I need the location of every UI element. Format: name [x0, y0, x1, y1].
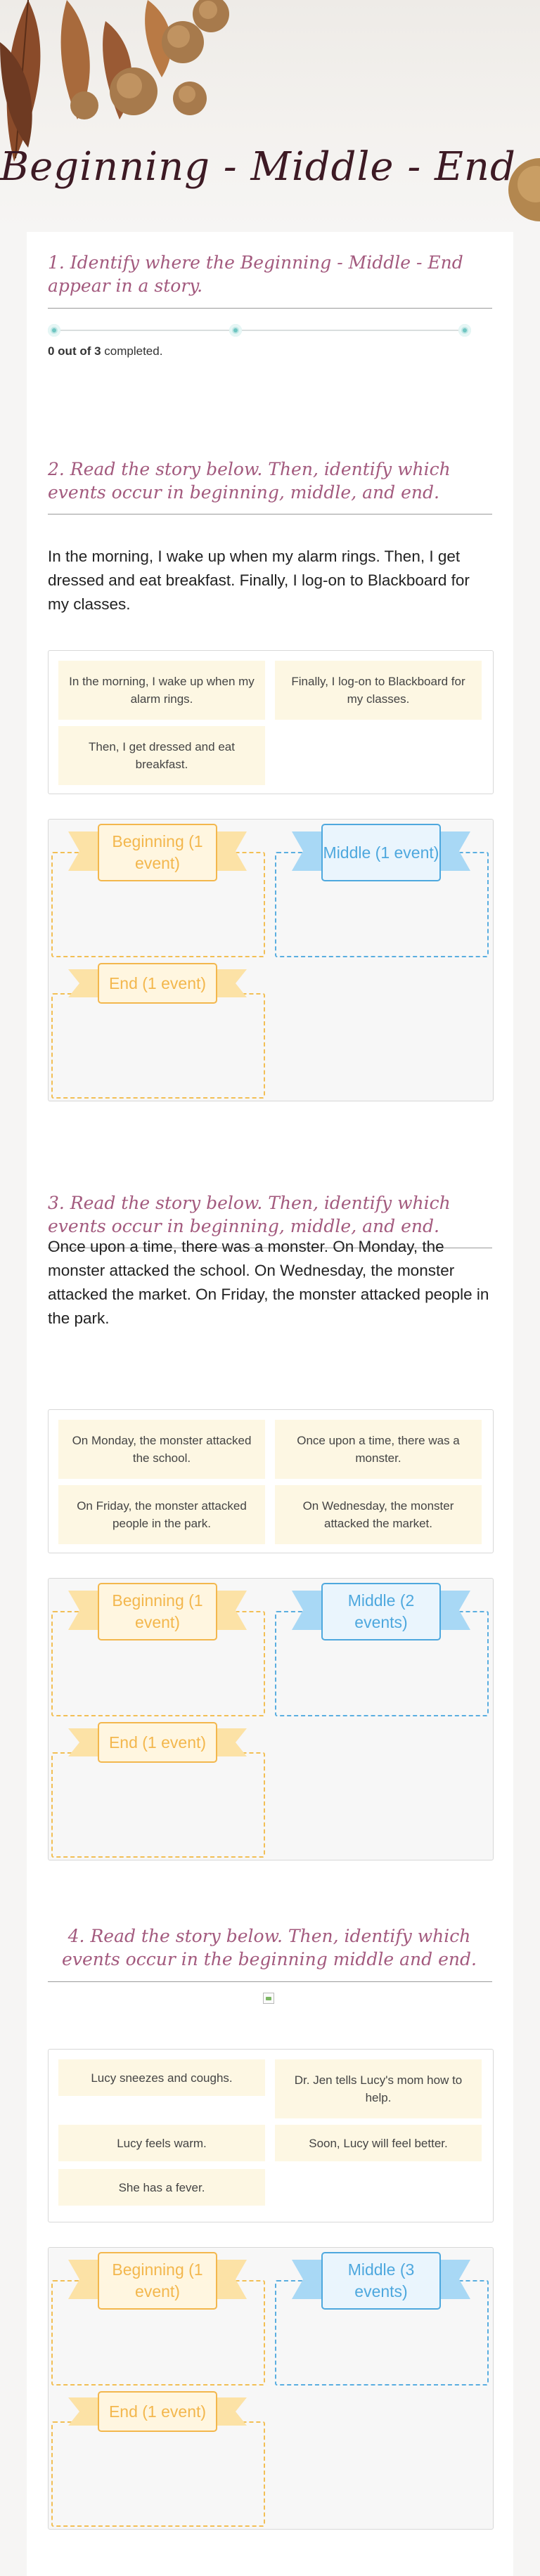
progress-text: [48, 344, 162, 358]
progress-track: [55, 330, 467, 331]
event-card[interactable]: In the morning, I wake up when my alarm rings.: [58, 661, 265, 720]
section-1-divider: [48, 308, 492, 309]
header-banner: [0, 0, 540, 232]
event-card[interactable]: On Monday, the monster attacked the school.: [58, 1420, 265, 1479]
event-card[interactable]: Dr. Jen tells Lucy's mom how to help.: [275, 2059, 482, 2118]
autumn-leaves-decoration: [0, 0, 540, 232]
end-drop-zone[interactable]: [51, 1752, 265, 1858]
beginning-zone-label: Beginning (1 event): [112, 2260, 203, 2300]
event-card[interactable]: She has a fever.: [58, 2169, 265, 2206]
progress-step-2[interactable]: [229, 324, 242, 337]
event-card[interactable]: On Wednesday, the monster attacked the market.: [275, 1485, 482, 1544]
progress-count: 0 out of 3: [48, 344, 101, 358]
question-3-card-pool: [48, 1409, 494, 1553]
broken-image-icon: [263, 1993, 274, 2004]
event-card[interactable]: Once upon a time, there was a monster.: [275, 1420, 482, 1479]
end-zone-label: End (1 event): [108, 973, 207, 992]
event-card[interactable]: Lucy sneezes and coughs.: [58, 2059, 265, 2096]
event-card[interactable]: Then, I get dressed and eat breakfast.: [58, 726, 265, 785]
end-drop-zone[interactable]: [51, 993, 265, 1099]
question-3-drop-area: [48, 1578, 494, 1860]
progress-step-1[interactable]: [48, 324, 60, 337]
event-card[interactable]: Soon, Lucy will feel better.: [275, 2125, 482, 2161]
end-zone-label: End (1 event): [108, 1733, 207, 1752]
event-card[interactable]: Finally, I log-on to Blackboard for my classes.: [275, 661, 482, 720]
middle-ribbon-label: [292, 1582, 470, 1641]
question-2-drop-area: [48, 819, 494, 1101]
question-4-card-pool: [48, 2049, 494, 2222]
end-ribbon-label: [68, 962, 247, 1004]
middle-zone-label: Middle (2 events): [347, 1591, 415, 1631]
middle-ribbon-label: [292, 2251, 470, 2310]
question-4-drop-area: [48, 2247, 494, 2530]
progress-step-3[interactable]: [458, 324, 471, 337]
page-title: Beginning - Middle - End: [0, 144, 516, 190]
middle-zone-label: Middle (3 events): [347, 2260, 415, 2300]
beginning-ribbon-label: [68, 2251, 247, 2310]
beginning-zone-label: Beginning (1 event): [112, 1591, 203, 1631]
beginning-ribbon-label: [68, 823, 247, 882]
beginning-ribbon-label: [68, 1582, 247, 1641]
question-4-heading: 4. Read the story below. Then, identify which events occur in the beginning middle and end.: [62, 1926, 477, 1969]
question-4-divider: [48, 1981, 492, 1982]
progress-suffix: completed.: [101, 344, 163, 358]
beginning-zone-label: Beginning (1 event): [112, 832, 203, 872]
question-2-heading: 2. Read the story below. Then, identify which events occur in beginning, middle, and end.: [48, 459, 451, 503]
middle-zone-label: Middle (1 event): [323, 843, 439, 862]
question-3-story: Once upon a time, there was a monster. On Monday, the monster attacked the school. On Wednesday, the monster attacked the market. On Friday, the monster attacked people in the park.: [48, 1238, 489, 1327]
section-1-heading: 1. Identify where the Beginning - Middle - End appear in a story.: [48, 252, 463, 296]
progress-bar: [48, 323, 474, 337]
event-card[interactable]: Lucy feels warm.: [58, 2125, 265, 2161]
event-card[interactable]: On Friday, the monster attacked people in the park.: [58, 1485, 265, 1544]
question-3-heading: 3. Read the story below. Then, identify which events occur in beginning, middle, and end.: [48, 1193, 451, 1236]
end-zone-label: End (1 event): [108, 2402, 207, 2421]
question-2-card-pool: [48, 650, 494, 794]
end-ribbon-label: [68, 1721, 247, 1763]
question-2-story: In the morning, I wake up when my alarm rings. Then, I get dressed and eat breakfast. Finally, I log-on to Blackboard for my classes.: [48, 548, 470, 613]
end-drop-zone[interactable]: [51, 2421, 265, 2527]
middle-ribbon-label: [292, 823, 470, 882]
end-ribbon-label: [68, 2390, 247, 2433]
